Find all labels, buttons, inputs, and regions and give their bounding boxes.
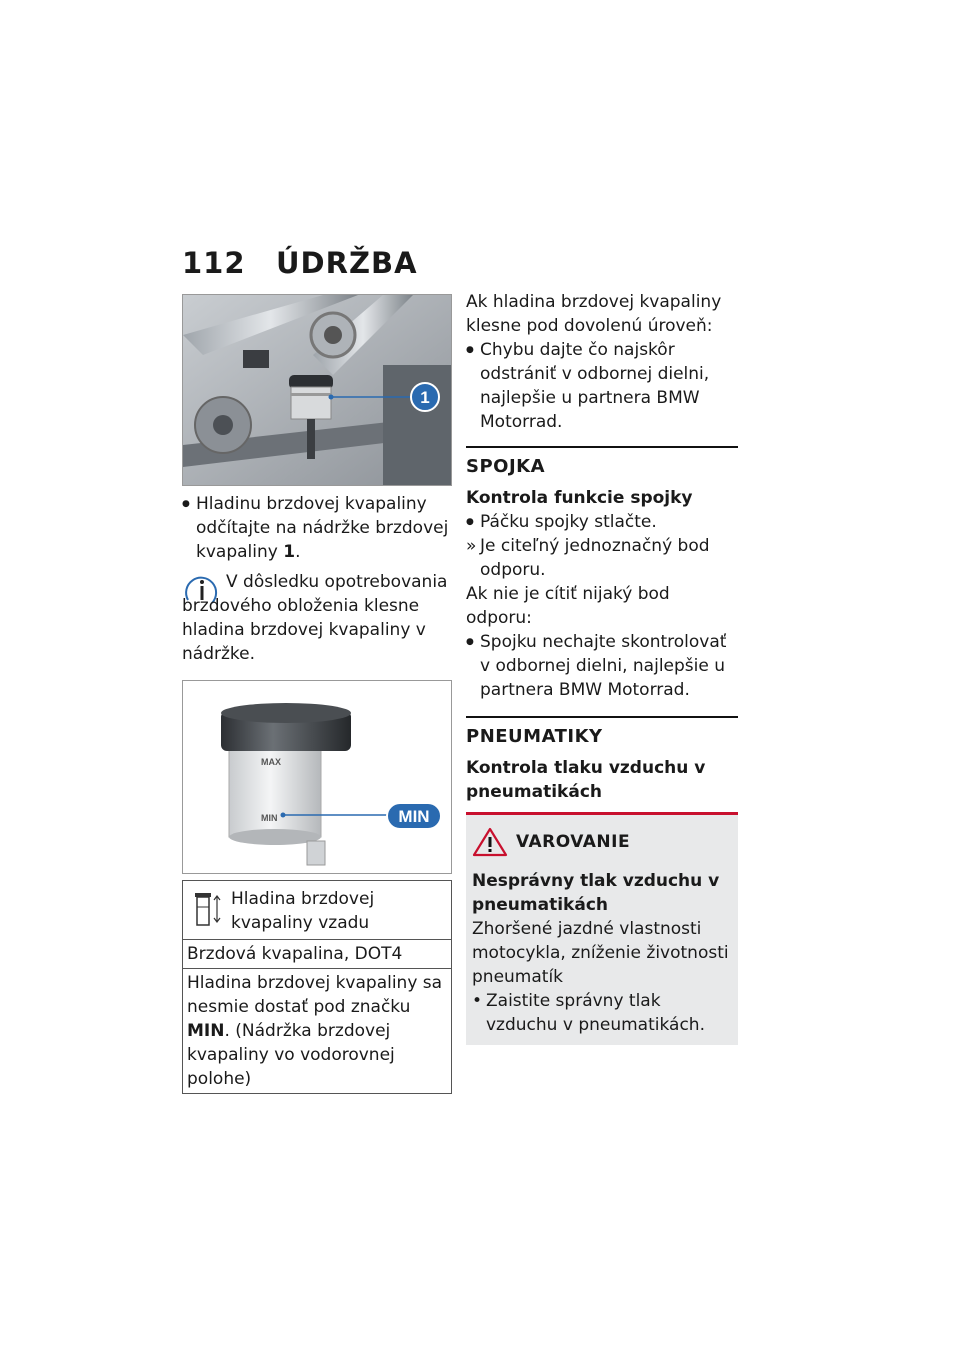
note-text: V dôsledku opotrebovania brzdového obloženia klesne hladina brzdovej kvapaliny v nádržke. (182, 572, 448, 664)
warning-text: Zhoršené jazdné vlastnosti motocykla, zníženie životnosti pneumatík (472, 919, 729, 987)
page-header (182, 246, 418, 280)
callout-1: 1 (420, 388, 430, 407)
clutch-bullet: ● Páčku spojky stlačte. (466, 510, 738, 534)
page-title: ÚDRŽBA (276, 246, 418, 280)
label-min: MIN (261, 813, 278, 823)
warning-label: VAROVANIE (516, 832, 631, 852)
clutch-if-text: Ak nie je cítiť nijaký bod odporu: (466, 584, 670, 628)
warning-title: Nesprávny tlak vzduchu v pneumatikách (472, 871, 720, 915)
warning-bullet: • Zaistite správny tlak vzduchu v pneumatikách. (472, 989, 732, 1037)
reservoir-level-icon (187, 887, 231, 931)
callout-min: MIN (398, 807, 430, 826)
tyre-section-title: PNEUMATIKY (466, 726, 603, 747)
check-level-bullet: ● Hladinu brzdovej kvapaliny odčítajte na nádržke brzdovej kvapaliny 1. (182, 492, 452, 564)
label-max: MAX (261, 757, 281, 767)
clutch-subtitle: Kontrola funkcie spojky (466, 488, 693, 508)
left-column (182, 294, 452, 1094)
spec-title: Hladina brzdovej kvapaliny vzadu (231, 889, 375, 933)
if-low-text: Ak hladina brzdovej kvapaliny klesne pod dovolenú úroveň: (466, 292, 722, 336)
right-column (466, 290, 738, 1045)
clutch-section-title: SPOJKA (466, 456, 546, 477)
spec-fluid: Brzdová kvapalina, DOT4 (183, 939, 451, 968)
reservoir-detail-photo (182, 680, 452, 874)
fix-bullet: ● Chybu dajte čo najskôr odstrániť v odbornej dielni, najlepšie u partnera BMW Motorrad. (466, 338, 738, 434)
spec-table (182, 880, 452, 1094)
info-note (182, 570, 452, 666)
warning-box (466, 812, 738, 1045)
page-number: 112 (182, 246, 246, 280)
clutch-result: » Je citeľný jednoznačný bod odporu. (466, 536, 710, 580)
warning-triangle-icon (472, 827, 508, 857)
tyre-subtitle: Kontrola tlaku vzduchu v pneumatikách (466, 758, 706, 802)
clutch-fix-bullet: ● Spojku nechajte skontrolovať v odbornej dielni, najlepšie u partnera BMW Motorrad. (466, 630, 738, 702)
brake-reservoir-photo (182, 294, 452, 486)
spec-rule: Hladina brzdovej kvapaliny sa nesmie dostať pod značku MIN. (Nádržka brzdovej kvapaliny vo vodorovnej polohe) (183, 968, 451, 1093)
